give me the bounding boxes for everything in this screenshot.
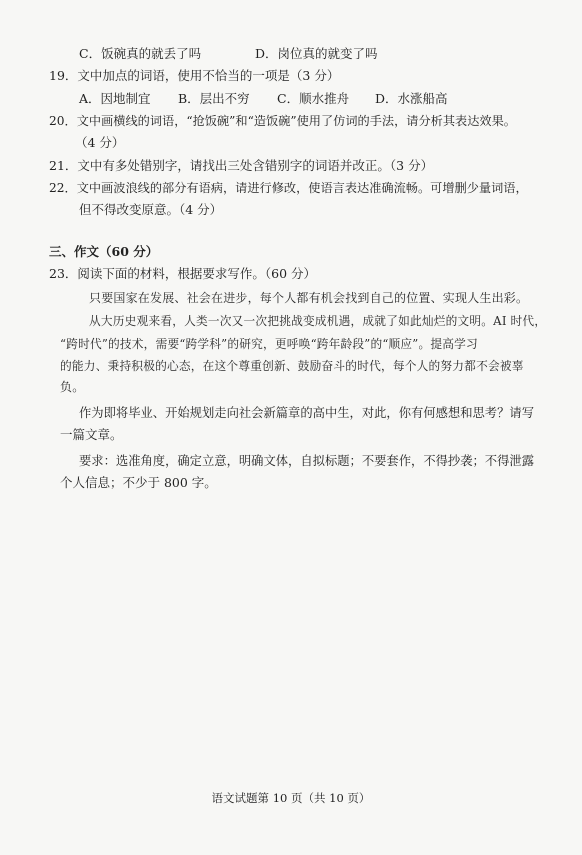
q20-stem-line2: （4 分） bbox=[75, 135, 125, 150]
section-heading-composition: 三、作文（60 分） bbox=[49, 244, 159, 259]
material-paragraph-2-line1: 从大历史观来看，人类一次又一次把挑战变成机遇，成就了如此灿烂的文明。AI 时代， bbox=[89, 314, 547, 328]
q23-stem: 23．阅读下面的材料，根据要求写作。（60 分） bbox=[49, 266, 317, 281]
q20-stem-line1: 20．文中画横线的词语，“抢饭碗”和“造饭碗”使用了仿词的手法，请分析其表达效果。 bbox=[49, 114, 516, 128]
requirements-line1: 要求：选准角度，确定立意，明确文体，自拟标题；不要套作，不得抄袭；不得泄露 bbox=[79, 454, 534, 468]
q19-stem: 19．文中加点的词语，使用不恰当的一项是（3 分） bbox=[49, 68, 340, 83]
page-footer: 语文试题第 10 页（共 10 页） bbox=[211, 791, 371, 805]
q22-stem-line2: 但不得改变原意。（4 分） bbox=[79, 202, 223, 217]
material-paragraph-2-line3: 的能力、秉持积极的心态，在这个尊重创新、鼓励奋斗的时代，每个人的努力都不会被辜 bbox=[60, 359, 524, 373]
prompt-line1: 作为即将毕业、开始规划走向社会新篇章的高中生，对此，你有何感想和思考？请写 bbox=[79, 406, 534, 420]
material-paragraph-2-line4: 负。 bbox=[60, 380, 85, 394]
q22-stem-line1: 22．文中画波浪线的部分有语病，请进行修改，使语言表达准确流畅。可增删少量词语， bbox=[49, 181, 528, 195]
q21-stem: 21．文中有多处错别字，请找出三处含错别字的词语并改正。（3 分） bbox=[49, 158, 434, 173]
q19-option-a: A．因地制宜 bbox=[79, 91, 151, 106]
requirements-line2: 个人信息；不少于 800 字。 bbox=[60, 475, 217, 490]
q18-option-d: D．岗位真的就变了吗 bbox=[255, 46, 378, 61]
q19-option-c: C．顺水推舟 bbox=[277, 91, 350, 106]
prompt-line2: 一篇文章。 bbox=[60, 427, 123, 442]
material-paragraph-2-line2: “跨时代”的技术，需要“跨学科”的研究，更呼唤“跨年龄段”的“顺应”。提高学习 bbox=[60, 337, 478, 351]
q18-option-c: C．饭碗真的就丢了吗 bbox=[79, 46, 202, 61]
q19-option-b: B．层出不穷 bbox=[178, 91, 250, 106]
q19-option-d: D．水涨船高 bbox=[375, 91, 448, 106]
material-paragraph-1: 只要国家在发展、社会在进步，每个人都有机会找到自己的位置、实现人生出彩。 bbox=[89, 291, 529, 305]
